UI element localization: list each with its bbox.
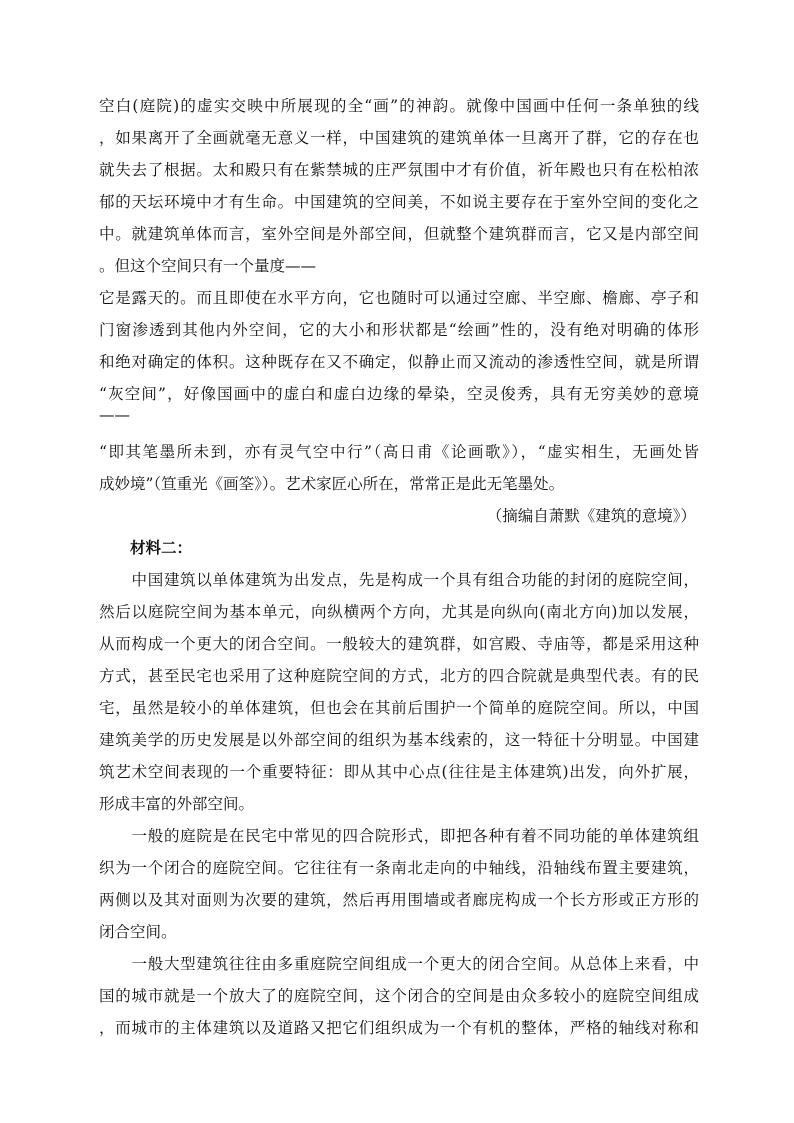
text-line: ，而城市的主体建筑以及道路又把它们组织成为一个有机的整体，严格的轴线对称和 <box>99 1019 699 1037</box>
text-line: ，如果离开了全画就毫无意义一样，中国建筑的建筑单体一旦离开了群，它的存在也 <box>99 129 699 147</box>
text-line: 宅，虽然是较小的单体建筑，但也会在其前后围护一个简单的庭院空间。所以，中国 <box>99 699 699 717</box>
text-line: —— <box>99 406 130 424</box>
source-citation: （摘编自萧默《建筑的意境》） <box>486 507 696 525</box>
text-line: 郁的天坛环境中才有生命。中国建筑的空间美，不如说主要存在于室外空间的变化之 <box>99 193 699 211</box>
text-line: 国的城市就是一个放大了的庭院空间，这个闭合的空间是由众多较小的庭院空间组成 <box>99 987 699 1005</box>
text-line: 中。就建筑单体而言，室外空间是外部空间，但就整个建筑群而言，它又是内部空间 <box>99 225 699 243</box>
text-line: 筑艺术空间表现的一个重要特征：即从其中心点(往往是主体建筑)出发，向外扩展， <box>99 763 699 781</box>
text-line: “灰空间”，好像国画中的虚白和虚白边缘的晕染，空灵俊秀，具有无穷美妙的意境 <box>99 385 699 403</box>
text-line: 它是露天的。而且即使在水平方向，它也随时可以通过空廊、半空廊、檐廊、亭子和 <box>99 289 699 307</box>
text-line: 一般大型建筑往往由多重庭院空间组成一个更大的闭合空间。从总体上来看，中 <box>99 955 699 973</box>
text-line: 空白(庭院)的虚实交映中所展现的全“画”的神韵。就像中国画中任何一条单独的线 <box>99 97 699 115</box>
text-line: 成妙境”（笪重光《画筌》）。艺术家匠心所在，常常正是此无笔墨处。 <box>99 475 565 493</box>
text-line: 。但这个空间只有一个量度—— <box>99 257 317 275</box>
text-line: 建筑美学的历史发展是以外部空间的组织为基本线索的，这一特征十分明显。中国建 <box>99 731 699 749</box>
text-line: 然后以庭院空间为基本单元，向纵横两个方向，尤其是向纵向(南北方向)加以发展， <box>99 603 699 621</box>
text-line: 一般的庭院是在民宅中常见的四合院形式，即把各种有着不同功能的单体建筑组 <box>99 827 699 845</box>
text-line: 从而构成一个更大的闭合空间。一般较大的建筑群，如宫殿、寺庙等，都是采用这种 <box>99 635 699 653</box>
text-line: “即其笔墨所未到，亦有灵气空中行”（高日甫《论画歌》），“虚实相生，无画处皆 <box>99 443 699 461</box>
text-line: 形成丰富的外部空间。 <box>99 795 255 813</box>
text-line: 两侧以及其对面则为次要的建筑，然后再用围墙或者廊庑构成一个长方形或正方形的 <box>99 891 699 909</box>
text-line: 方式，甚至民宅也采用了这种庭院空间的方式，北方的四合院就是典型代表。有的民 <box>99 667 699 685</box>
section-heading: 材料二： <box>130 538 193 557</box>
text-line: 门窗渗透到其他内外空间，它的大小和形状都是“绘画”性的，没有绝对明确的体形 <box>99 321 699 339</box>
text-line: 就失去了根据。太和殿只有在紫禁城的庄严氛围中才有价值，祈年殿也只有在松柏浓 <box>99 161 699 179</box>
text-line: 和绝对确定的体积。这种既存在又不确定，似静止而又流动的渗透性空间，就是所谓 <box>99 353 699 371</box>
text-line: 织为一个闭合的庭院空间。它往往有一条南北走向的中轴线，沿轴线布置主要建筑， <box>99 859 699 877</box>
text-line: 中国建筑以单体建筑为出发点，先是构成一个具有组合功能的封闭的庭院空间， <box>99 571 699 589</box>
text-line: 闭合空间。 <box>99 923 177 941</box>
